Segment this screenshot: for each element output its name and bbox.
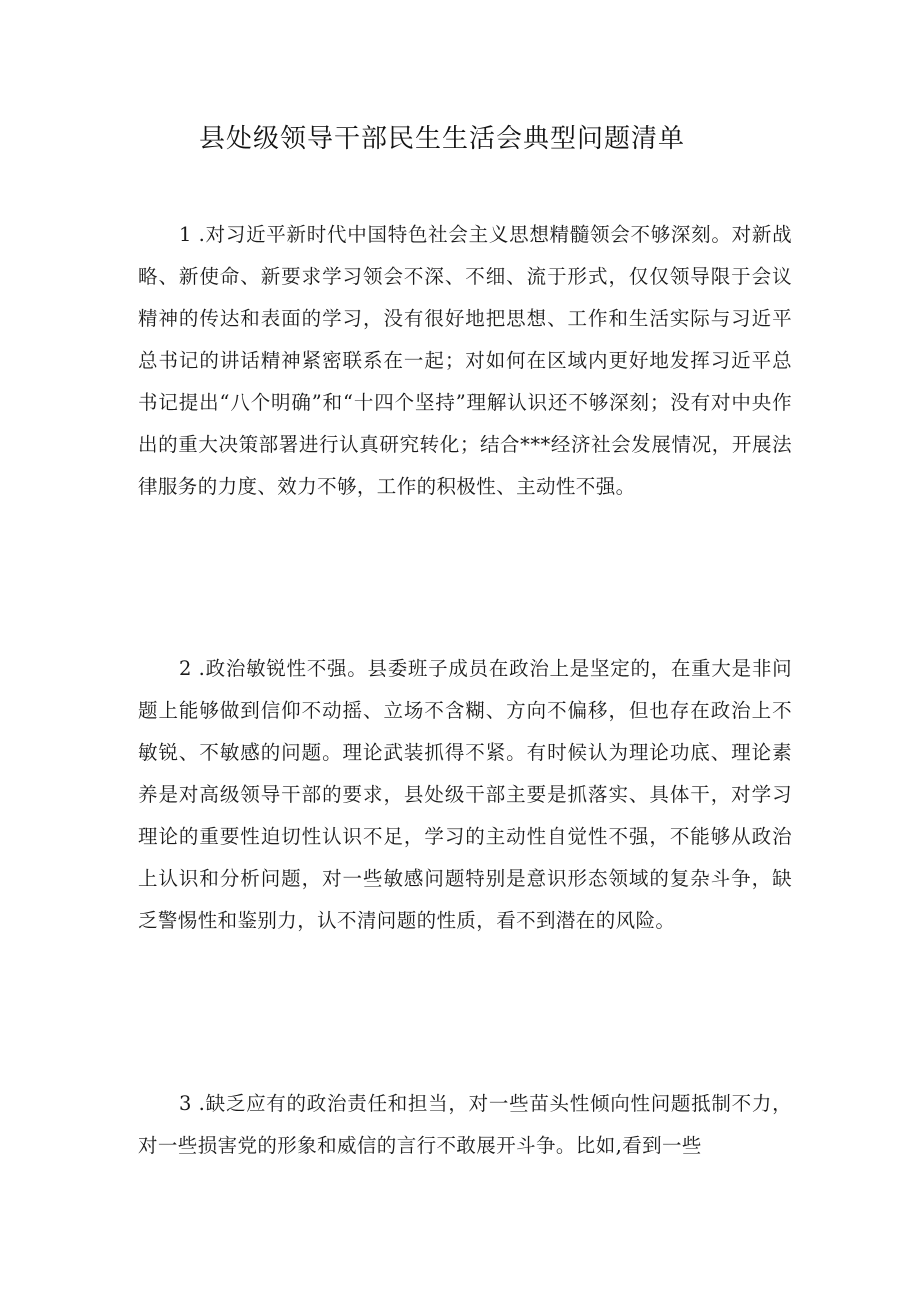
paragraph-item-1: 1 .对习近平新时代中国特色社会主义思想精髓领会不够深刻。对新战略、新使命、新要求学习领会不深、不细、流于形式，仅仅领导限于会议精神的传达和表面的学习，没有很好地把思想、工作和生活实际与习近平总书记的讲话精神紧密联系在一起；对如何在区域内更好地发挥习近平总书记提出“八个明确”和“十四个坚持”理解认识还不够深刻；没有对中央作出的重大决策部署进行认真研究转化；结合***经济社会发展情况，开展法律服务的力度、效力不够，工作的积极性、主动性不强。 <box>138 223 792 498</box>
paragraph-item-2: 2 .政治敏锐性不强。县委班子成员在政治上是坚定的，在重大是非问题上能够做到信仰不动摇、立场不含糊、方向不偏移，但也存在政治上不敏锐、不敏感的问题。理论武装抓得不紧。有时候认为理论功底、理论素养是对高级领导干部的要求，县处级干部主要是抓落实、具体干，对学习理论的重要性迫切性认识不足，学习的主动性自觉性不强，不能够从政治上认识和分析问题，对一些敏感问题特别是意识形态领域的复杂斗争，缺乏警惕性和鉴别力，认不清问题的性质，看不到潜在的风险。 <box>138 657 792 932</box>
paragraph-item-3: 3 .缺乏应有的政治责任和担当，对一些苗头性倾向性问题抵制不力，对一些损害党的形象和威信的言行不敢展开斗争。比如,看到一些 <box>138 1092 792 1157</box>
document-title: 县处级领导干部民生生活会典型问题清单 <box>198 124 685 154</box>
